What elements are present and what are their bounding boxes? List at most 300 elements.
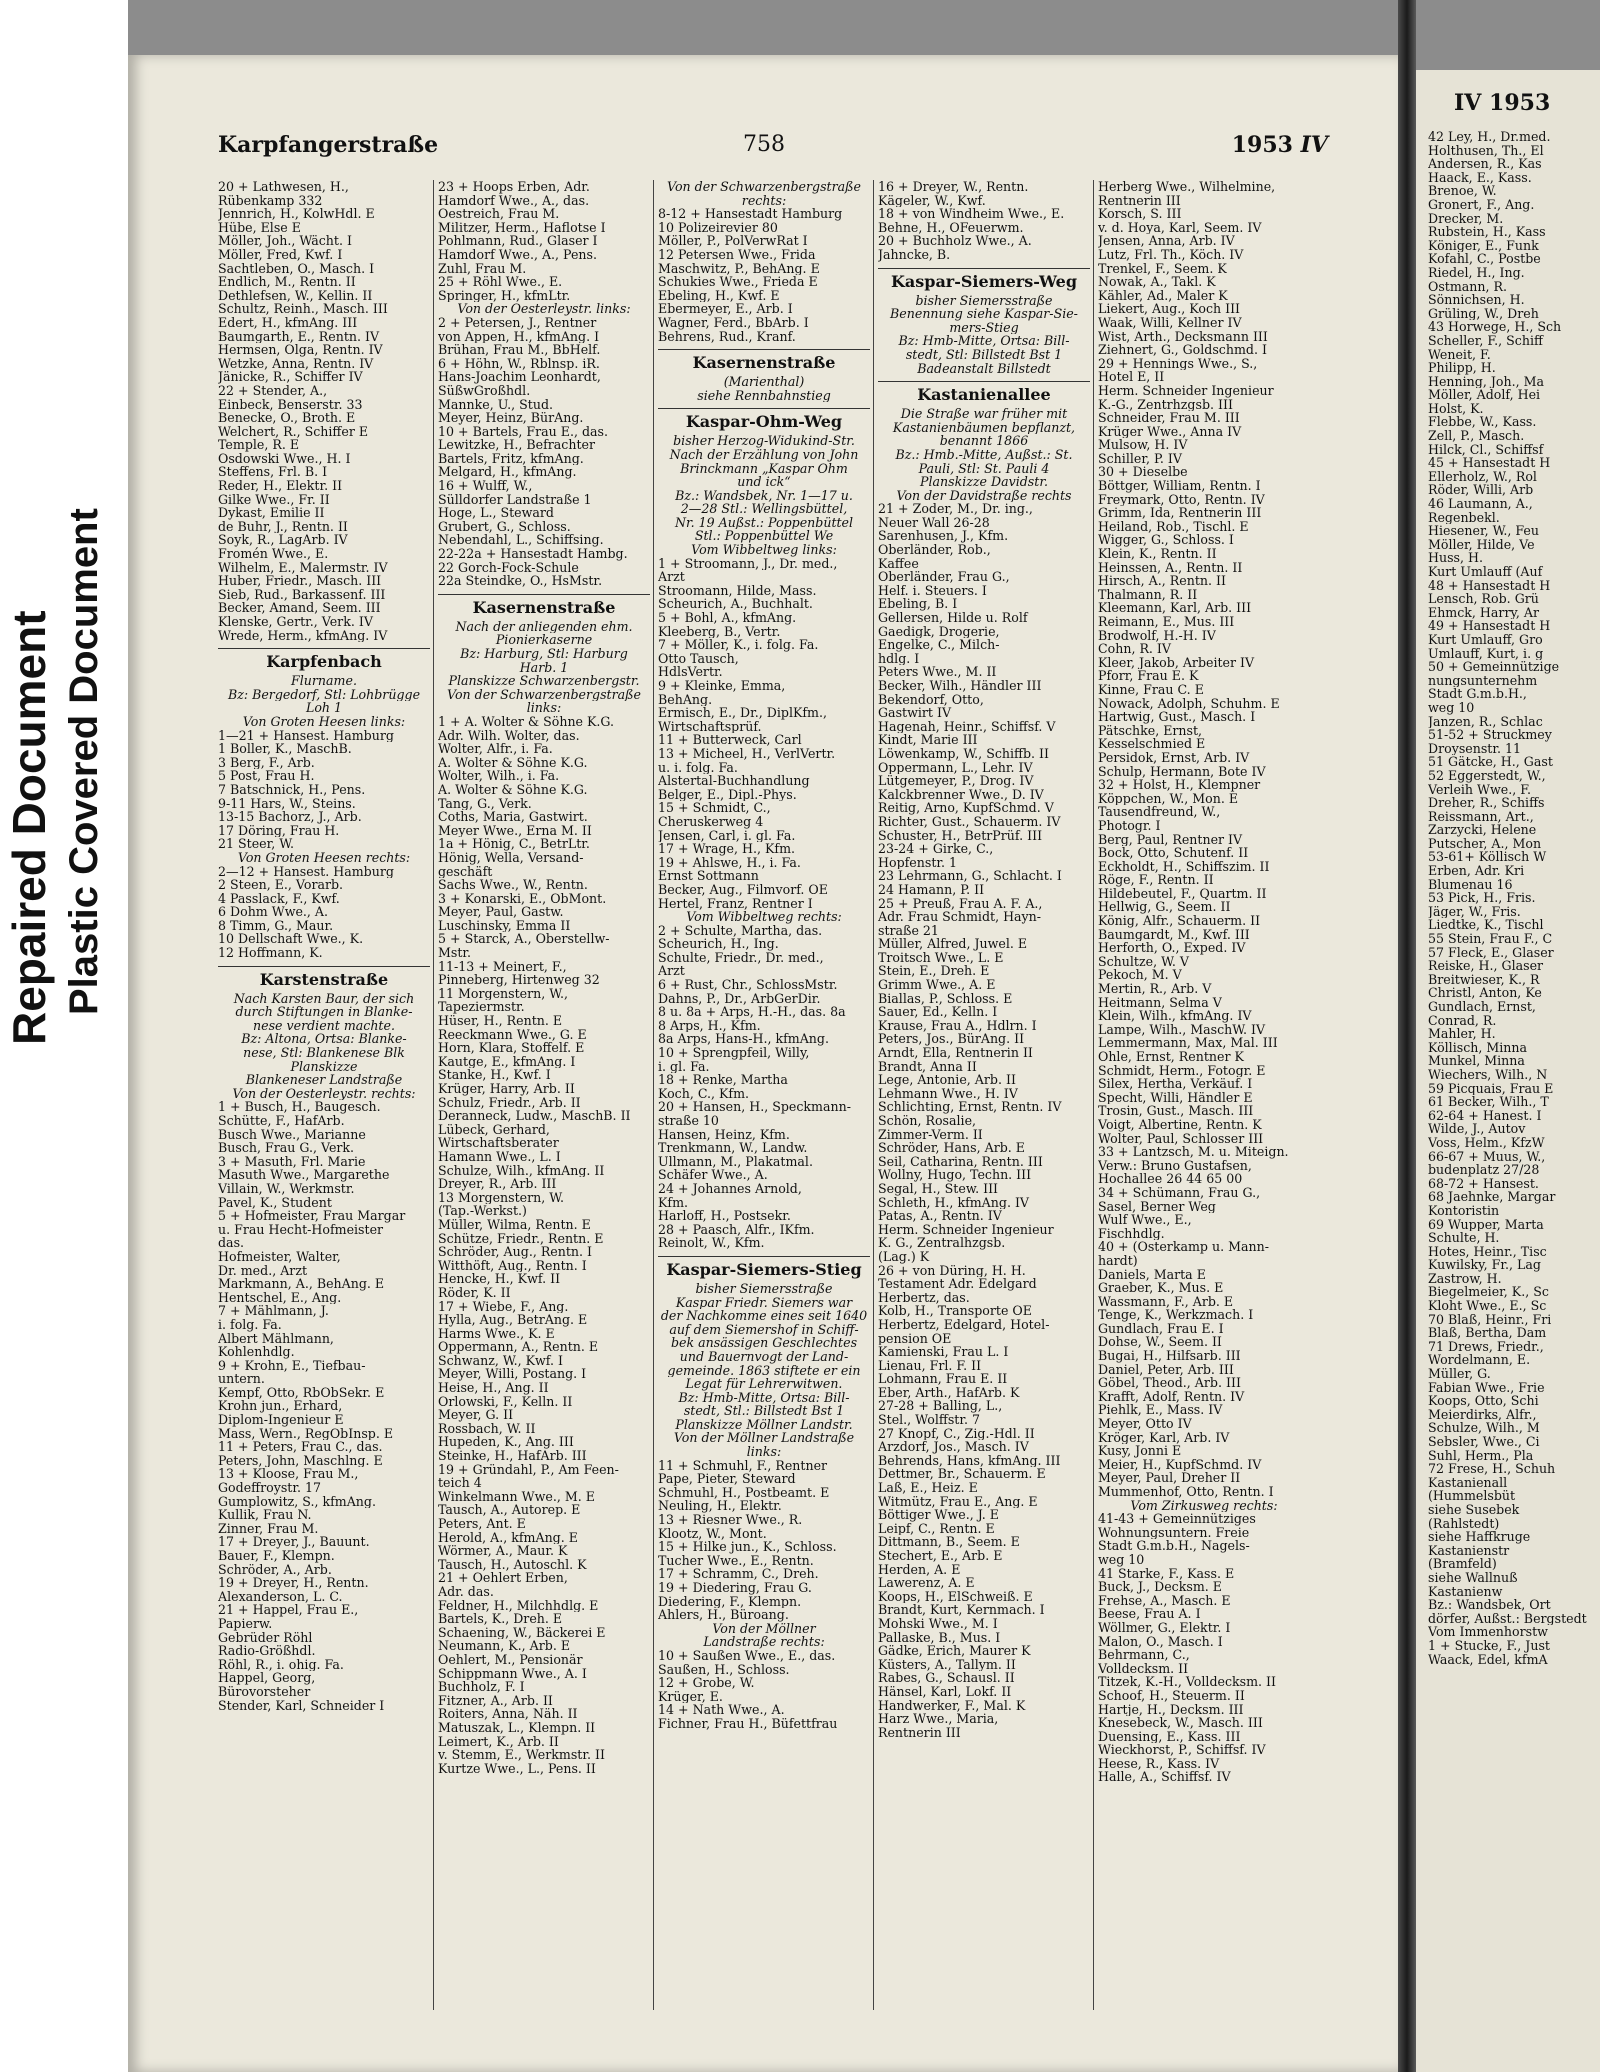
directory-entry: 3 Berg, F., Arb. — [218, 755, 315, 770]
street-note: Legat für Lehrerwitwen. — [685, 1377, 843, 1391]
directory-entry: Masuth Wwe., Margarethe — [218, 1168, 390, 1182]
facing-page-entry: siehe Wallnuß — [1428, 1570, 1518, 1585]
facing-page-entry: Holst, K. — [1428, 401, 1484, 416]
directory-entry: Biallas, P., Schloss. E — [878, 991, 1013, 1006]
directory-entry: 1 + A. Wolter & Söhne K.G. — [438, 714, 615, 729]
facing-page-entry: 71 Drews, Friedr., — [1428, 1339, 1544, 1354]
facing-page-entry: Rubstein, H., Kass — [1428, 225, 1546, 239]
directory-entry: Jennrich, H., KolwHdl. E — [218, 207, 375, 221]
directory-entry: 17 + Wiebe, F., Ang. — [438, 1299, 569, 1314]
directory-entry: 3 + Masuth, Frl. Marie — [218, 1154, 366, 1169]
directory-entry: 34 + Schümann, Frau G., — [1098, 1185, 1261, 1200]
directory-entry: Stechert, E., Arb. E — [878, 1549, 1003, 1563]
directory-entry: Beese, Frau A. I — [1098, 1607, 1201, 1621]
directory-entry: Fromén Wwe., E. — [218, 547, 329, 561]
directory-entry: de Buhr, J., Rentn. II — [218, 519, 348, 534]
directory-entry: Patas, A., Rentn. IV — [878, 1209, 1002, 1223]
column-1 — [218, 180, 434, 2010]
directory-entry: Schütze, Friedr., Rentn. E — [438, 1231, 604, 1246]
directory-entry: Kesselschmied E — [1098, 737, 1206, 751]
directory-entry: Göbel, Theod., Arb. III — [1098, 1376, 1241, 1390]
directory-entry: Meyer, Heinz, BürAng. — [438, 411, 584, 425]
directory-entry: Buck, J., Decksm. E — [1098, 1580, 1222, 1594]
directory-entry: 1a + Hönig, C., BetrLtr. — [438, 837, 590, 851]
directory-entry: Koops, H., ElSchweiß. E — [878, 1589, 1033, 1604]
street-heading: Kaspar-Ohm-Weg — [658, 408, 870, 431]
facing-page-entry: 53 Pick, H., Fris. — [1428, 891, 1536, 905]
facing-page-entry: Ehmck, Harry, Ar — [1428, 605, 1540, 620]
directory-entry: 13-15 Bachorz, J., Arb. — [218, 810, 362, 824]
directory-entry: Mohski Wwe., M. I — [878, 1616, 998, 1631]
directory-entry: Witthöft, Aug., Rentn. I — [438, 1258, 587, 1273]
directory-entry: Schütte, F., HafArb. — [218, 1114, 345, 1128]
directory-entry: Sarenhusen, J., Kfm. — [878, 529, 1009, 544]
directory-entry: Klenske, Gertr., Verk. IV — [218, 615, 373, 629]
directory-entry: Arzdorf, Jos., Masch. IV — [878, 1440, 1029, 1454]
street-note: bisher Herzog-Widukind-Str. — [673, 434, 855, 448]
directory-entry: Korsch, S. III — [1098, 207, 1182, 221]
directory-entry: Daniels, Marta E — [1098, 1267, 1206, 1282]
directory-entry: 2 Steen, E., Vorarb. — [218, 878, 344, 892]
directory-entry: Lutz, Frl. Th., Köch. IV — [1098, 247, 1244, 262]
facing-page-entry: Zarzycki, Helene — [1428, 823, 1537, 837]
facing-page-entry: Putscher, A., Mon — [1428, 836, 1542, 851]
directory-entry: Adr. das. — [438, 1584, 494, 1599]
directory-entry: 19 + Dreyer, H., Rentn. — [218, 1576, 369, 1590]
directory-entry: Arndt, Ella, Rentnerin II — [878, 1046, 1033, 1060]
directory-entry: Meyer, Willi, Postang. I — [438, 1367, 587, 1382]
directory-entry: Kohlenhdlg. — [218, 1345, 295, 1359]
directory-entry: Dettmer, Br., Schauerm. E — [878, 1467, 1046, 1482]
directory-entry: 4 Passlack, F., Kwf. — [218, 891, 340, 906]
directory-entry: Wirtschaftsberater — [438, 1136, 559, 1150]
street-note: Bz: Hmb-Mitte, Ortsa: Bill- — [678, 1390, 850, 1405]
directory-entry: Pape, Pieter, Steward — [658, 1472, 796, 1486]
facing-page-entry: 51-52 + Struckmey — [1428, 728, 1552, 742]
directory-entry: Krüger, E. — [658, 1689, 723, 1704]
directory-entry: 13 + Kloose, Frau M., — [218, 1467, 359, 1482]
directory-entry: Ebeling, B. I — [878, 597, 958, 612]
directory-entry: Hertel, Franz, Rentner I — [658, 896, 813, 911]
page-header — [218, 130, 1328, 170]
directory-entry: Sachs Wwe., W., Rentn. — [438, 878, 588, 892]
directory-entry: Ohle, Ernst, Rentner K — [1098, 1050, 1244, 1064]
directory-entry: Behrends, Hans, kfmAng. III — [878, 1453, 1061, 1468]
facing-page-entry: (Hummelsbüt — [1428, 1489, 1516, 1503]
directory-entry: 11 + Schmuhl, F., Rentner — [658, 1458, 828, 1473]
directory-entry: Kägeler, W., Kwf. — [878, 193, 986, 208]
directory-entry: Brandt, Anna II — [878, 1059, 977, 1074]
street-note: Badeanstalt Billstedt — [917, 361, 1051, 376]
directory-entry: 9 + Kleinke, Emma, — [658, 679, 786, 693]
directory-entry: Pekoch, M. V — [1098, 968, 1182, 983]
directory-entry: Gumplowitz, S., kfmAng. — [218, 1494, 376, 1509]
directory-entry: Becker, Wilh., Händler III — [878, 679, 1042, 693]
directory-entry: 2 + Petersen, J., Rentner — [438, 315, 597, 330]
directory-entry: Wohnungsuntern. Freie — [1098, 1525, 1250, 1540]
street-note: (Marienthal) — [723, 375, 805, 389]
directory-entry: v. d. Hoya, Karl, Seem. IV — [1098, 220, 1262, 235]
directory-entry: Sauer, Ed., Kelln. I — [878, 1005, 998, 1019]
directory-entry: Dethlefsen, W., Kellin. II — [218, 288, 373, 303]
directory-entry: 13 Morgenstern, W. — [438, 1190, 565, 1205]
directory-entry: Ernst Sottmann — [658, 869, 759, 883]
directory-entry: 8-12 + Hansestadt Hamburg — [658, 207, 843, 221]
facing-page-entry: budenplatz 27/28 — [1428, 1163, 1540, 1177]
directory-entry: Mstr. — [438, 946, 472, 960]
directory-entry: Lohmann, Frau E. II — [878, 1372, 1008, 1386]
directory-entry: Klein, K., Rentn. II — [1098, 547, 1217, 561]
directory-entry: Tucher Wwe., E., Rentn. — [658, 1553, 814, 1568]
directory-entry: Diedering, F., Klempn. — [658, 1594, 802, 1609]
facing-page-entry: Janzen, R., Schlac — [1428, 714, 1543, 729]
directory-entry: Schukies Wwe., Frieda E — [658, 275, 818, 289]
column-5 — [1098, 180, 1313, 2010]
directory-entry: Ebeling, H., Kwf. E — [658, 288, 780, 303]
directory-entry: Klootz, W., Mont. — [658, 1526, 767, 1541]
directory-entry: Hildebeutel, F., Quartm. II — [1098, 886, 1267, 901]
directory-entry: 21 + Happel, Frau E., — [218, 1603, 359, 1617]
directory-entry: Krüger Wwe., Anna IV — [1098, 424, 1242, 439]
directory-entry: Arzt — [658, 964, 685, 979]
directory-entry: das. — [218, 1236, 245, 1250]
facing-page-entry: Ellerholz, W., Rol — [1428, 469, 1537, 484]
directory-entry: Schultze, W. V — [1098, 954, 1189, 969]
directory-entry: Hänsel, Karl, Lokf. II — [878, 1684, 1012, 1699]
directory-entry: pension OE — [878, 1331, 952, 1346]
facing-page-entry: 48 + Hansestadt H — [1428, 578, 1551, 593]
facing-page-entry: 1 + Stucke, F., Just — [1428, 1638, 1550, 1653]
street-note: der Nachkomme eines seit 1640 — [660, 1309, 868, 1323]
repaired-document-label: Repaired Document — [3, 610, 55, 1045]
street-note: Kaspar Friedr. Siemers war — [675, 1295, 853, 1310]
directory-entry: 11-13 + Meinert, F., — [438, 959, 567, 974]
directory-entry: Bekendorf, Otto, — [878, 692, 984, 707]
directory-entry: Kindt, Marie III — [878, 733, 978, 747]
directory-entry: Reitig, Arno, KupfSchmd. V — [878, 801, 1054, 815]
directory-entry: Mertin, R., Arb. V — [1098, 982, 1212, 996]
street-heading: Karstenstraße — [218, 966, 430, 989]
directory-entry: Fichner, Frau H., Büfettfrau — [658, 1716, 838, 1731]
directory-page — [128, 55, 1398, 2072]
directory-entry: Sasel, Berner Weg — [1098, 1199, 1216, 1214]
directory-entry: Tang, G., Verk. — [438, 796, 532, 811]
directory-entry: Buchholz, F. I — [438, 1680, 525, 1694]
directory-entry: 11 Morgenstern, W., — [438, 986, 569, 1001]
facing-page-entry: Wordelmann, E. — [1428, 1353, 1531, 1368]
directory-entry: Schäfer Wwe., A. — [658, 1168, 768, 1182]
directory-entry: 20 + Buchholz Wwe., A. — [878, 234, 1032, 248]
street-note: Die Straße war früher mit — [900, 407, 1068, 421]
directory-entry: Silex, Hertha, Verkäuf. I — [1098, 1077, 1253, 1091]
directory-entry: Schoof, H., Steuerm. II — [1098, 1688, 1245, 1703]
directory-entry: 9-11 Hars, W., Steins. — [218, 796, 356, 811]
directory-entry: 10 + Sprengpfeil, Willy, — [658, 1046, 810, 1060]
directory-entry: Schleth, H., kfmAng. IV — [878, 1195, 1030, 1210]
directory-entry: Hirsch, A., Rentn. II — [1098, 574, 1226, 588]
directory-entry: Eckholdt, H., Schiffszim. II — [1098, 859, 1270, 874]
directory-entry: Radio-Größhdl. — [218, 1644, 316, 1658]
directory-entry: 9 + Krohn, E., Tiefbau- — [218, 1358, 366, 1373]
directory-entry: 7 + Möller, K., i. folg. Fa. — [658, 638, 819, 652]
column-4 — [878, 180, 1094, 2010]
directory-entry: 21 + Oehlert Erben, — [438, 1571, 568, 1585]
directory-entry: Troitsch Wwe., L. E — [878, 950, 1004, 965]
directory-entry: Kröger, Karl, Arb. IV — [1098, 1430, 1230, 1445]
directory-entry: 29 + Hennings Wwe., S., — [1098, 356, 1258, 371]
directory-entry: Schulz, Friedr., Arb. II — [438, 1095, 581, 1110]
street-note: Bz.: Hmb.-Mitte, Außst.: St. — [895, 447, 1073, 462]
directory-entry: Meyer, Paul, Dreher II — [1098, 1471, 1241, 1485]
facing-page-entry: Kloht Wwe., E., Sc — [1428, 1299, 1547, 1313]
directory-entry: Hermsen, Olga, Rentn. IV — [218, 343, 383, 357]
directory-entry: Kähler, Ad., Maler K — [1098, 288, 1228, 303]
directory-entry: Schippmann Wwe., A. I — [438, 1666, 587, 1681]
street-note: Blankeneser Landstraße — [245, 1073, 403, 1087]
street-note: Benennung siehe Kaspar-Sie- — [890, 307, 1078, 321]
directory-entry: 5 + Hofmeister, Frau Margar — [218, 1209, 406, 1223]
directory-entry: Heese, R., Kass. IV — [1098, 1756, 1220, 1771]
directory-entry: Berg, Paul, Rentner IV — [1098, 832, 1243, 847]
directory-entry: K.-G., Zentrhzgsb. III — [1098, 397, 1233, 412]
directory-entry: Schaening, W., Bäckerei E — [438, 1625, 606, 1640]
directory-entry: Persidok, Ernst, Arb. IV — [1098, 750, 1250, 765]
directory-entry: Nowak, A., Takl. K — [1098, 275, 1216, 289]
directory-entry: Wolter, Wilh., i. Fa. — [438, 769, 560, 783]
directory-entry: Rübenkamp 332 — [218, 193, 323, 208]
directory-entry: Handwerker, F., Mal. K — [878, 1698, 1026, 1713]
directory-entry: Gebrüder Röhl — [218, 1630, 313, 1645]
directory-entry: Schulte, Friedr., Dr. med., — [658, 950, 824, 965]
directory-entry: Coths, Maria, Gastwirt. — [438, 810, 588, 824]
directory-entry: Meyer, Otto IV — [1098, 1417, 1192, 1431]
directory-entry: hdlg. I — [878, 651, 920, 666]
facing-page-entry: 42 Ley, H., Dr.med. — [1428, 130, 1551, 144]
directory-entry: Gaedigk, Drogerie, — [878, 624, 1000, 639]
directory-entry: Kalckbrenner Wwe., D. IV — [878, 787, 1044, 802]
directory-entry: Hartwig, Gust., Masch. I — [1098, 710, 1256, 724]
facing-page-entry: 55 Stein, Frau F., C — [1428, 932, 1553, 946]
facing-page-entry: Wilde, J., Autov — [1428, 1122, 1526, 1136]
street-note: Vom Zirkusweg rechts: — [1130, 1498, 1278, 1513]
directory-entry: Oehlert, M., Pensionär — [438, 1652, 583, 1667]
directory-entry: 41 Starke, F., Kass. E — [1098, 1566, 1235, 1581]
directory-entry: Schröder, A., Arb. — [218, 1562, 332, 1577]
directory-entry: Oppermann, A., Rentn. E — [438, 1340, 599, 1354]
directory-entry: Kleer, Jakob, Arbeiter IV — [1098, 655, 1255, 670]
directory-entry: 16 + Dreyer, W., Rentn. — [878, 180, 1029, 194]
directory-entry: Wetzke, Anna, Rentn. IV — [218, 356, 374, 371]
directory-entry: Baumgardt, M., Kwf. III — [1098, 927, 1250, 942]
facing-page-entry: 49 + Hansestadt H — [1428, 619, 1551, 633]
directory-entry: Ahlers, H., Büroang. — [658, 1608, 789, 1622]
directory-entry: 6 Dohm Wwe., A. — [218, 905, 329, 919]
directory-entry: Hopfenstr. 1 — [878, 855, 958, 870]
directory-entry: 6 + Rust, Chr., SchlossMstr. — [658, 978, 838, 992]
street-note: Planskizze — [290, 1059, 358, 1074]
directory-entry: Stel., Wolffstr. 7 — [878, 1413, 981, 1427]
directory-entry: Behrmann, C., — [1098, 1648, 1190, 1662]
directory-entry: Wirtschaftsprüf. — [658, 719, 762, 734]
directory-entry: Happel, Georg, — [218, 1671, 316, 1685]
directory-entry: Hans-Joachim Leonhardt, — [438, 370, 601, 384]
directory-entry: Pallaske, B., Mus. I — [878, 1630, 1001, 1645]
directory-entry: Krohn jun., Erhard, — [218, 1399, 343, 1414]
directory-entry: 24 + Johannes Arnold, — [658, 1181, 802, 1196]
facing-page-entry: Drecker, M. — [1428, 211, 1504, 226]
street-note: benannt 1866 — [939, 434, 1029, 448]
directory-entry: 10 Polizeirevier 80 — [658, 220, 778, 235]
directory-entry: Witmütz, Frau E., Ang. E — [878, 1494, 1038, 1509]
facing-page-entry: Kontoristin — [1428, 1203, 1500, 1218]
facing-page-entry: 69 Wupper, Marta — [1428, 1217, 1544, 1232]
directory-entry: Cheruskerweg 4 — [658, 814, 764, 829]
directory-entry: Malon, O., Masch. I — [1098, 1634, 1223, 1649]
directory-entry: Endlich, M., Rentn. II — [218, 275, 356, 289]
directory-entry: Graeber, K., Mus. E — [1098, 1281, 1224, 1295]
directory-entry: Segal, H., Stew. III — [878, 1181, 999, 1196]
street-note: Harb. 1 — [519, 660, 569, 675]
directory-entry: Rabes, G., Schausl. II — [878, 1671, 1015, 1685]
directory-entry: 25 + Preuß, Frau A. F. A., — [878, 896, 1043, 911]
directory-entry: Melgard, H., kfmAng. — [438, 465, 577, 480]
directory-entry: Herold, A., kfmAng. E — [438, 1530, 578, 1545]
directory-entry: 40 + (Osterkamp u. Mann- — [1098, 1240, 1269, 1254]
directory-entry: Bugai, H., Hilfsarb. III — [1098, 1349, 1241, 1363]
street-note: Von der Oesterleystr. links: — [457, 302, 631, 316]
directory-entry: 8a Arps, Hans-H., kfmAng. — [658, 1032, 829, 1047]
street-note: Kastanienbäumen bepflanzt, — [892, 420, 1076, 435]
directory-entry: Gädke, Erich, Maurer K — [878, 1644, 1031, 1658]
directory-columns — [218, 180, 1463, 2010]
directory-entry: 3 + Konarski, E., ObMont. — [438, 891, 607, 906]
street-heading: Kaspar-Siemers-Weg — [878, 268, 1090, 291]
directory-entry: Heise, H., Ang. II — [438, 1381, 549, 1395]
facing-page-entry: Möller, Adolf, Hei — [1428, 388, 1541, 402]
facing-page-entry: Stadt G.m.b.H., — [1428, 687, 1527, 701]
facing-page-entry: Köllisch, Minna — [1428, 1040, 1528, 1055]
directory-entry: Freymark, Otto, Rentn. IV — [1098, 492, 1265, 507]
directory-entry: 11 + Butterweck, Carl — [658, 733, 802, 747]
facing-page-entry: Hilck, Cl., Schiffsf — [1428, 442, 1544, 457]
directory-entry: Winkelmann Wwe., M. E — [438, 1489, 595, 1504]
directory-entry: Huber, Friedr., Masch. III — [218, 574, 382, 588]
street-note: siehe Rennbahnstieg — [697, 388, 831, 403]
directory-entry: Helf. i. Steuers. I — [878, 583, 987, 598]
directory-entry: 28 + Paasch, Alfr., IKfm. — [658, 1222, 815, 1237]
facing-page-entry: Christl, Anton, Ke — [1428, 986, 1542, 1000]
directory-entry: Verw.: Bruno Gustafsen, — [1098, 1158, 1252, 1173]
directory-entry: Albert Mählmann, — [218, 1331, 334, 1346]
street-note: Von der Oesterleystr. rechts: — [232, 1086, 416, 1101]
directory-entry: Otto Tausch, — [658, 651, 739, 666]
directory-entry: Oberländer, Rob., — [878, 543, 991, 557]
facing-page-entry: Liedtke, K., Tischl — [1428, 918, 1544, 933]
facing-page-entry: Verleih Wwe., F. — [1428, 782, 1531, 797]
facing-page-entry: Bz.: Wandsbek, Ort — [1428, 1598, 1551, 1612]
directory-entry: 8 Arps, H., Kfm. — [658, 1018, 761, 1033]
facing-page-entry: Fabian Wwe., Frie — [1428, 1380, 1545, 1395]
facing-page-entry: Flebbe, W., Kass. — [1428, 415, 1537, 430]
directory-entry: Pohlmann, Rud., Glaser I — [438, 234, 598, 248]
street-note: Stl.: Poppenbüttel We — [694, 529, 834, 544]
facing-page-entry: Grüling, W., Dreh — [1428, 306, 1539, 321]
street-note: Planskizze Möllner Landstr. — [675, 1417, 853, 1432]
directory-entry: Deranneck, Ludw., MaschB. II — [438, 1109, 631, 1123]
facing-page-entry: 50 + Gemeinnützige — [1428, 660, 1560, 674]
directory-entry: Sachtleben, O., Masch. I — [218, 261, 375, 276]
directory-entry: Kempf, Otto, RbObSekr. E — [218, 1385, 385, 1400]
facing-page-entry: Suhl, Herm., Pla — [1428, 1448, 1534, 1463]
directory-entry: Temple, R. E — [218, 438, 300, 452]
street-note: links: — [746, 1445, 782, 1459]
directory-entry: Bartels, Fritz, kfmAng. — [438, 451, 584, 466]
directory-entry: Ermisch, E., Dr., DiplKfm., — [658, 706, 827, 720]
facing-page-entry: Weneit, F. — [1428, 347, 1491, 362]
directory-entry: Piehlk, E., Mass. IV — [1098, 1403, 1223, 1418]
directory-entry: Leimert, K., Arb. II — [438, 1734, 559, 1749]
directory-entry: 16 + Wulff, W., — [438, 479, 533, 493]
directory-entry: Meyer Wwe., Erna M. II — [438, 823, 592, 838]
directory-entry: Dykast, Emilie II — [218, 506, 325, 520]
directory-entry: A. Wolter & Söhne K.G. — [438, 782, 588, 797]
directory-entry: Eber, Arth., HafArb. K — [878, 1385, 1020, 1400]
directory-entry: Bürovorsteher — [218, 1684, 311, 1699]
street-note: mers-Stieg — [949, 320, 1019, 335]
directory-entry: 23-24 + Girke, C., — [878, 842, 994, 856]
street-note: Von Groten Heesen links: — [242, 714, 406, 729]
directory-entry: Oberländer, Frau G., — [878, 570, 1010, 584]
directory-entry: Peters, John, Maschlng. E — [218, 1453, 383, 1468]
directory-entry: 20 + Lathwesen, H., — [218, 180, 349, 194]
street-note: bek ansässigen Geschlechtes — [670, 1336, 858, 1350]
facing-page-entry: Philipp, H. — [1428, 361, 1496, 375]
directory-entry: Voigt, Albertine, Rentn. K — [1098, 1117, 1262, 1132]
directory-entry: 8 Timm, G., Maur. — [218, 918, 334, 933]
facing-page-entry: (Rahlstedt) — [1428, 1516, 1500, 1531]
street-note: 2—28 Stl.: Wellingsbüttel, — [680, 502, 848, 516]
street-note: Planskizze Schwarzenbergstr. — [448, 674, 640, 688]
facing-page-entry: Meierdirks, Alfr., — [1428, 1407, 1537, 1422]
directory-entry: Wassmann, F., Arb. E — [1098, 1294, 1234, 1309]
street-note: stedt, Stl.: Billstedt Bst 1 — [683, 1404, 845, 1418]
facing-page-entry: Müller, G. — [1428, 1367, 1491, 1381]
street-note: links: — [526, 701, 562, 715]
directory-entry: Krüger, Harry, Arb. II — [438, 1082, 575, 1096]
directory-entry: Kautge, E., kfmAng. I — [438, 1054, 576, 1069]
directory-entry: Schultz, Reinh., Masch. III — [218, 302, 388, 316]
directory-entry: Rentnerin III — [1098, 193, 1181, 208]
directory-entry: v. Stemm, E., Werkmstr. II — [438, 1748, 605, 1762]
facing-page-entry: Koops, Otto, Schi — [1428, 1394, 1539, 1408]
facing-page-entry: Erben, Adr. Kri — [1428, 864, 1525, 878]
street-note: bisher Siemersstraße — [915, 293, 1053, 308]
directory-entry: Bartels, K., Dreh. E — [438, 1612, 563, 1626]
directory-entry: Busch Wwe., Marianne — [218, 1127, 366, 1142]
directory-entry: 22-22a + Hansestadt Hambg. — [438, 547, 628, 561]
directory-entry: Oestreich, Frau M. — [438, 207, 560, 221]
directory-entry: Luschinsky, Emma II — [438, 918, 571, 933]
facing-page-entry: Schulte, H. — [1428, 1231, 1500, 1245]
directory-entry: Neuer Wall 26-28 — [878, 515, 990, 530]
directory-entry: Reinolt, W., Kfm. — [658, 1236, 765, 1250]
street-note: Planskizze Davidstr. — [920, 475, 1048, 489]
directory-entry: Hamdorf Wwe., A., das. — [438, 193, 590, 208]
directory-entry: Meyer, Paul, Gastw. — [438, 905, 564, 919]
directory-entry: Einbeck, Benserstr. 33 — [218, 397, 363, 412]
directory-entry: 27-28 + Balling, L., — [878, 1399, 1003, 1414]
facing-page-entry: Kofahl, C., Postbe — [1428, 252, 1541, 266]
